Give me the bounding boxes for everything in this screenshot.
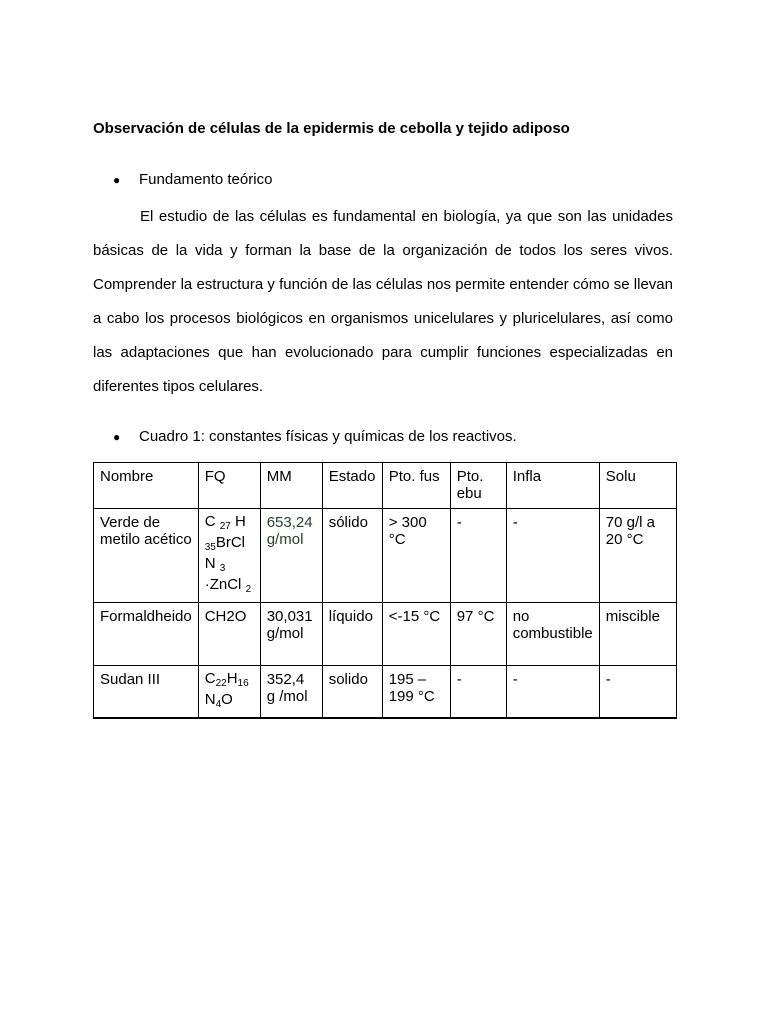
cell-mm: 653,24 g/mol	[260, 509, 322, 603]
cell-fq: C $_{27}$ H $_{35}$BrCl N $_3$ ·ZnCl $_2$	[198, 509, 260, 603]
cell-pto-ebu: -	[450, 509, 506, 603]
bullet-dot-icon: ●	[113, 430, 121, 444]
cell-pto-ebu: -	[450, 666, 506, 719]
cell-solu: miscible	[599, 603, 676, 666]
cell-infla: -	[506, 666, 599, 719]
cell-estado: solido	[322, 666, 382, 719]
header-solu: Solu	[599, 463, 676, 509]
cell-solu: 70 g/l a 20 °C	[599, 509, 676, 603]
header-mm: MM	[260, 463, 322, 509]
cell-mm: 352,4 g /mol	[260, 666, 322, 719]
header-infla: Infla	[506, 463, 599, 509]
table-row	[94, 666, 677, 719]
cell-estado: sólido	[322, 509, 382, 603]
document-title: Observación de células de la epidermis de cebolla y tejido adiposo	[93, 120, 570, 137]
bullet-text: Cuadro 1: constantes físicas y químicas de los reactivos.	[139, 428, 517, 445]
cell-solu: -	[599, 666, 676, 719]
bullet-cuadro	[113, 428, 517, 445]
header-pto-fus: Pto. fus	[382, 463, 450, 509]
table-header-row	[94, 463, 677, 509]
header-nombre: Nombre	[94, 463, 199, 509]
cell-nombre: Sudan III	[94, 666, 199, 719]
cell-pto-ebu: 97 °C	[450, 603, 506, 666]
table-row	[94, 509, 677, 603]
cell-pto-fus: <-15 °C	[382, 603, 450, 666]
cell-infla: no combustible	[506, 603, 599, 666]
cell-nombre: Formaldheido	[94, 603, 199, 666]
bullet-fundamento	[113, 171, 272, 188]
cell-pto-fus: > 300 °C	[382, 509, 450, 603]
header-fq: FQ	[198, 463, 260, 509]
body-paragraph: El estudio de las células es fundamental en biología, ya que son las unidades básicas de la vida y forman la base de la organización de todos los seres vivos. Comprender la estructura y función de las células nos permite entender cómo se llevan a cabo los procesos biológicos en organismos unicelulares y pluricelulares, así como las adaptaciones que han evolucionado para cumplir funciones especializadas en diferentes tipos celulares.	[93, 208, 673, 395]
bullet-text: Fundamento teórico	[139, 171, 273, 188]
cell-fq: CH2O	[198, 603, 260, 666]
cell-infla: -	[506, 509, 599, 603]
cell-estado: líquido	[322, 603, 382, 666]
cell-nombre: Verde de metilo acético	[94, 509, 199, 603]
cell-pto-fus: 195 – 199 °C	[382, 666, 450, 719]
header-pto-ebu: Pto. ebu	[450, 463, 506, 509]
cell-mm: 30,031 g/mol	[260, 603, 322, 666]
bullet-dot-icon: ●	[113, 173, 121, 187]
table-row	[94, 603, 677, 666]
header-estado: Estado	[322, 463, 382, 509]
cell-fq: $C_{22}H_{16}$ $N_4O$	[198, 666, 260, 719]
reagents-table	[93, 462, 677, 719]
